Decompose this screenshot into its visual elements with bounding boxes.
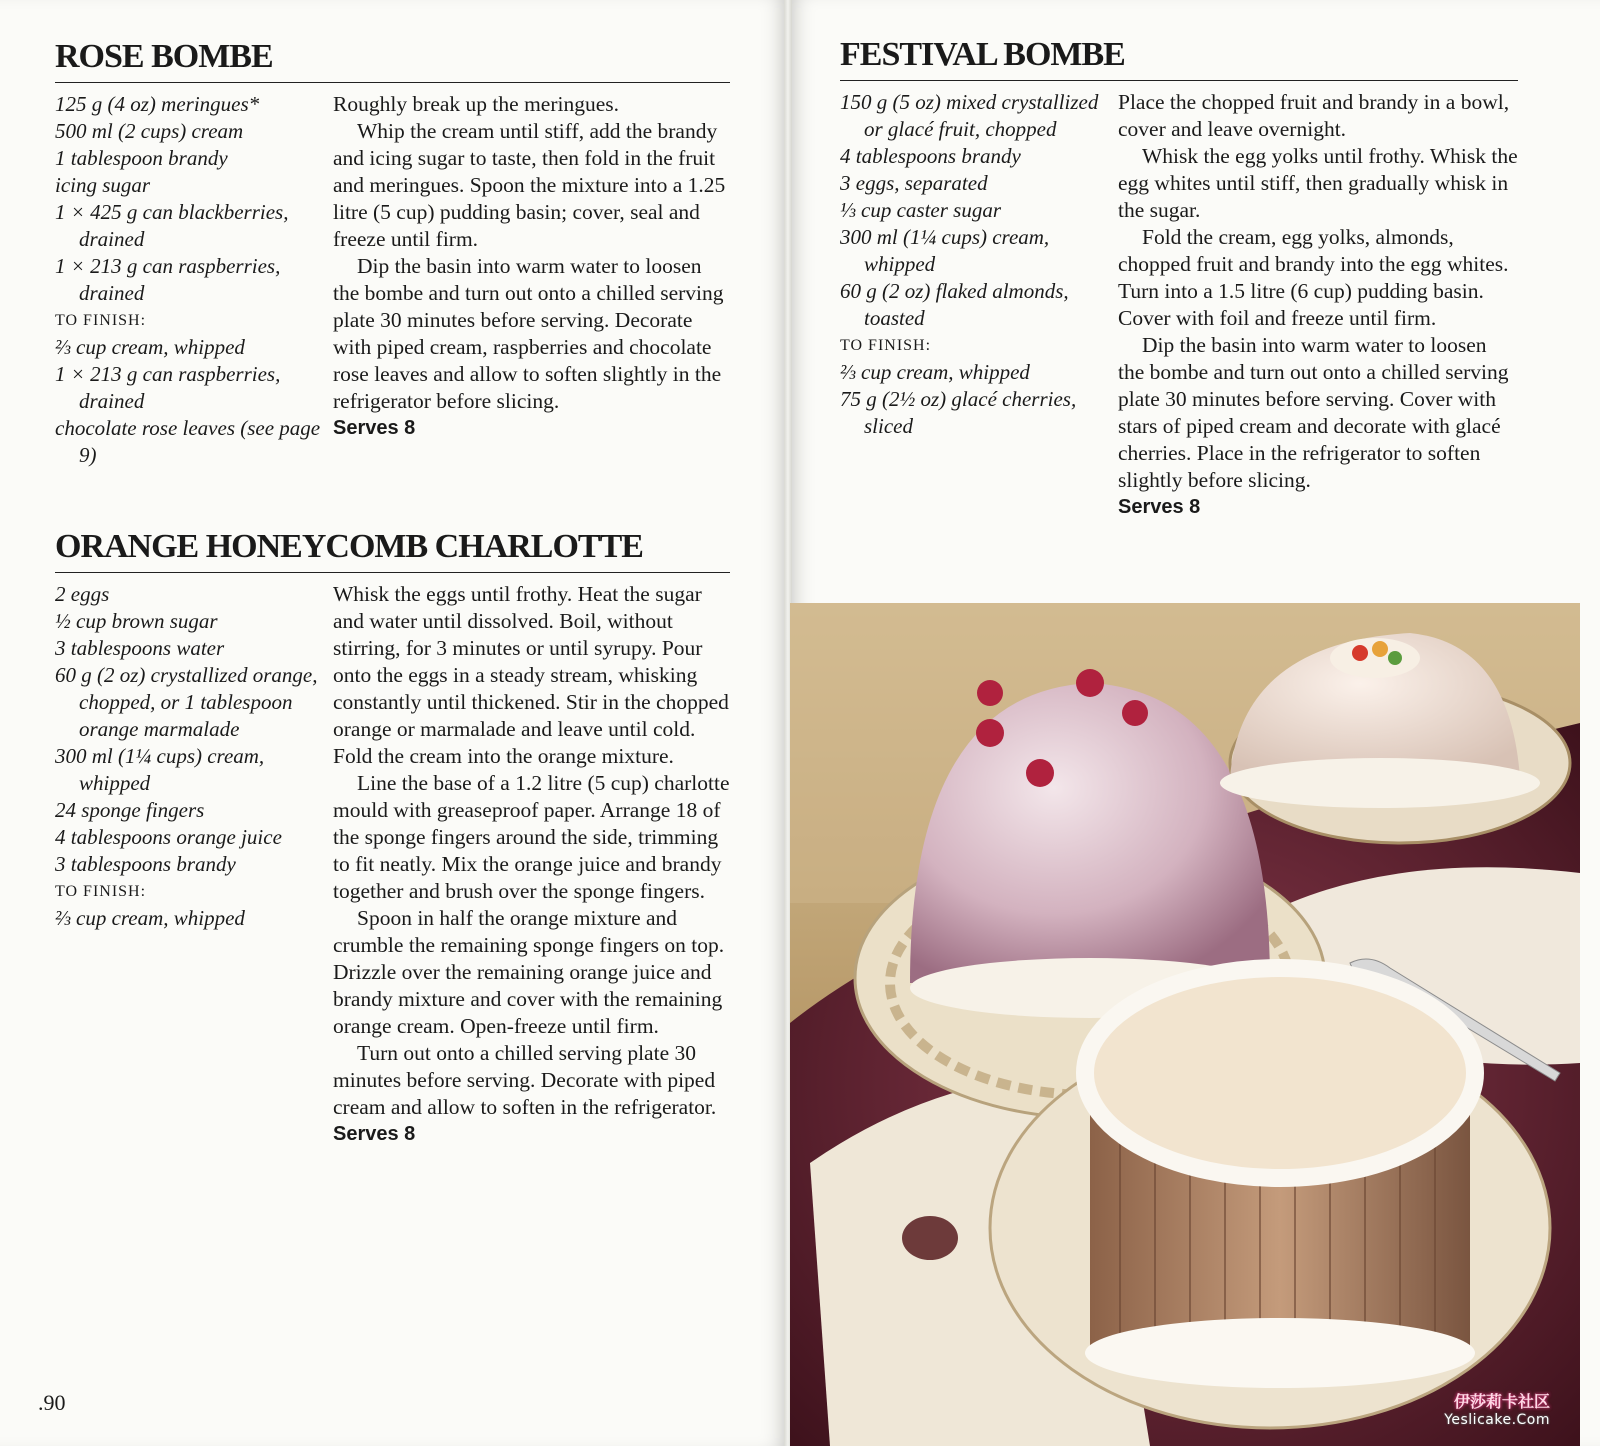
ingredient: 3 tablespoons brandy [55, 852, 236, 876]
ingredient-list [55, 91, 333, 469]
recipe-title: ROSE BOMBE [55, 40, 730, 83]
ingredient: 500 ml (2 cups) cream [55, 119, 244, 143]
finish-ingredient: ⅔ cup cream, whipped [55, 906, 245, 930]
ingredient-list [840, 89, 1118, 521]
page-number: .90 [38, 1390, 66, 1415]
ingredient: icing sugar [55, 173, 151, 197]
ingredient: 3 tablespoons water [55, 636, 225, 660]
method-paragraph: Roughly break up the meringues. [333, 92, 620, 116]
ingredient: 150 g (5 oz) mixed crystallized or glacé fruit, chopped [840, 90, 1099, 141]
serves-label: Serves 8 [333, 1123, 416, 1145]
recipe-rose-bombe [55, 40, 730, 469]
ingredient: 4 tablespoons brandy [840, 144, 1021, 168]
ingredient: 4 tablespoons orange juice [55, 825, 282, 849]
ingredient: 2 eggs [55, 582, 110, 606]
to-finish-label: TO FINISH: [55, 883, 147, 900]
finish-ingredient: 1 × 213 g can raspberries, drained [55, 362, 281, 413]
to-finish-label: TO FINISH: [55, 312, 147, 329]
ingredient: 60 g (2 oz) flaked almonds, toasted [840, 279, 1069, 330]
watermark [1444, 1389, 1550, 1428]
ingredient-list [55, 581, 333, 1148]
method-paragraph: Whisk the egg yolks until frothy. Whisk the egg whites until stiff, then gradually whisk in the sugar. [1118, 144, 1518, 222]
recipe-festival-bombe [840, 38, 1518, 521]
watermark-line-1: 伊莎莉卡社区 [1453, 1392, 1550, 1411]
recipe-title: ORANGE HONEYCOMB CHARLOTTE [55, 530, 730, 573]
method-paragraph: Dip the basin into warm water to loosen the bombe and turn out onto a chilled serving plate 30 minutes before serving. Cover with stars of piped cream and decorate with glacé cherries. Place in the refrigerator to soften slightly before slicing. [1118, 333, 1509, 492]
to-finish-label: TO FINISH: [840, 337, 932, 354]
method-paragraph: Spoon in half the orange mixture and crumble the remaining sponge fingers on top. Drizzle over the remaining orange juice and brandy mixture and cover with the remaining orange cream. Open-freeze until firm. [333, 906, 725, 1038]
watermark-line-2: Yeslicake.Com [1444, 1412, 1550, 1428]
ingredient: 300 ml (1¼ cups) cream, whipped [55, 744, 265, 795]
ingredient: 24 sponge fingers [55, 798, 205, 822]
finish-ingredient: chocolate rose leaves (see page 9) [55, 416, 321, 467]
ingredient: 125 g (4 oz) meringues* [55, 92, 260, 116]
ingredient: 1 × 213 g can raspberries, drained [55, 254, 281, 305]
finish-ingredient: ⅔ cup cream, whipped [55, 335, 245, 359]
method-paragraph: Line the base of a 1.2 litre (5 cup) charlotte mould with greaseproof paper. Arrange 18 of the sponge fingers around the side, trimming to fit neatly. Mix the orange juice and brandy together and brush over the sponge fingers. [333, 771, 730, 903]
method-paragraph: Fold the cream, egg yolks, almonds, chopped fruit and brandy into the egg whites. Turn into a 1.5 litre (6 cup) pudding basin. Cover with foil and freeze until firm. [1118, 225, 1509, 330]
method-text [333, 581, 730, 1148]
finish-ingredient: ⅔ cup cream, whipped [840, 360, 1030, 384]
serves-label: Serves 8 [1118, 496, 1201, 518]
recipe-title: FESTIVAL BOMBE [840, 38, 1518, 81]
ingredient: ⅓ cup caster sugar [840, 198, 1001, 222]
dessert-photo [790, 603, 1580, 1446]
ingredient: ½ cup brown sugar [55, 609, 218, 633]
ingredient: 1 × 425 g can blackberries, drained [55, 200, 289, 251]
ingredient: 3 eggs, separated [840, 171, 988, 195]
method-text [333, 91, 728, 469]
method-paragraph: Whisk the eggs until frothy. Heat the sugar and water until dissolved. Boil, without stirring, for 3 minutes or until syrupy. Pour onto the eggs in a steady stream, whisking constantly until thickened. Stir in the chopped orange or marmalade and leave until cold. Fold the cream into the orange mixture. [333, 582, 729, 768]
ingredient: 60 g (2 oz) crystallized orange, chopped, or 1 tablespoon orange marmalade [55, 663, 318, 741]
finish-ingredient: 75 g (2½ oz) glacé cherries, sliced [840, 387, 1077, 438]
dessert-photo-illustration [790, 603, 1580, 1446]
method-text [1118, 89, 1518, 521]
method-paragraph: Whip the cream until stiff, add the brandy and icing sugar to taste, then fold in the fruit and meringues. Spoon the mixture into a 1.25 litre (5 cup) pudding basin; cover, seal and freeze until firm. [333, 119, 726, 251]
recipe-orange-honeycomb-charlotte [55, 530, 730, 1148]
method-paragraph: Place the chopped fruit and brandy in a bowl, cover and leave overnight. [1118, 90, 1510, 141]
ingredient: 1 tablespoon brandy [55, 146, 228, 170]
method-paragraph: Dip the basin into warm water to loosen the bombe and turn out onto a chilled serving plate 30 minutes before serving. Decorate with piped cream, raspberries and chocolate rose leaves and allow to soften slightly in the refrigerator before slicing. [333, 254, 724, 413]
method-paragraph: Turn out onto a chilled serving plate 30 minutes before serving. Decorate with piped cream and allow to soften in the refrigerator. [333, 1041, 717, 1119]
ingredient: 300 ml (1¼ cups) cream, whipped [840, 225, 1050, 276]
serves-label: Serves 8 [333, 417, 416, 439]
